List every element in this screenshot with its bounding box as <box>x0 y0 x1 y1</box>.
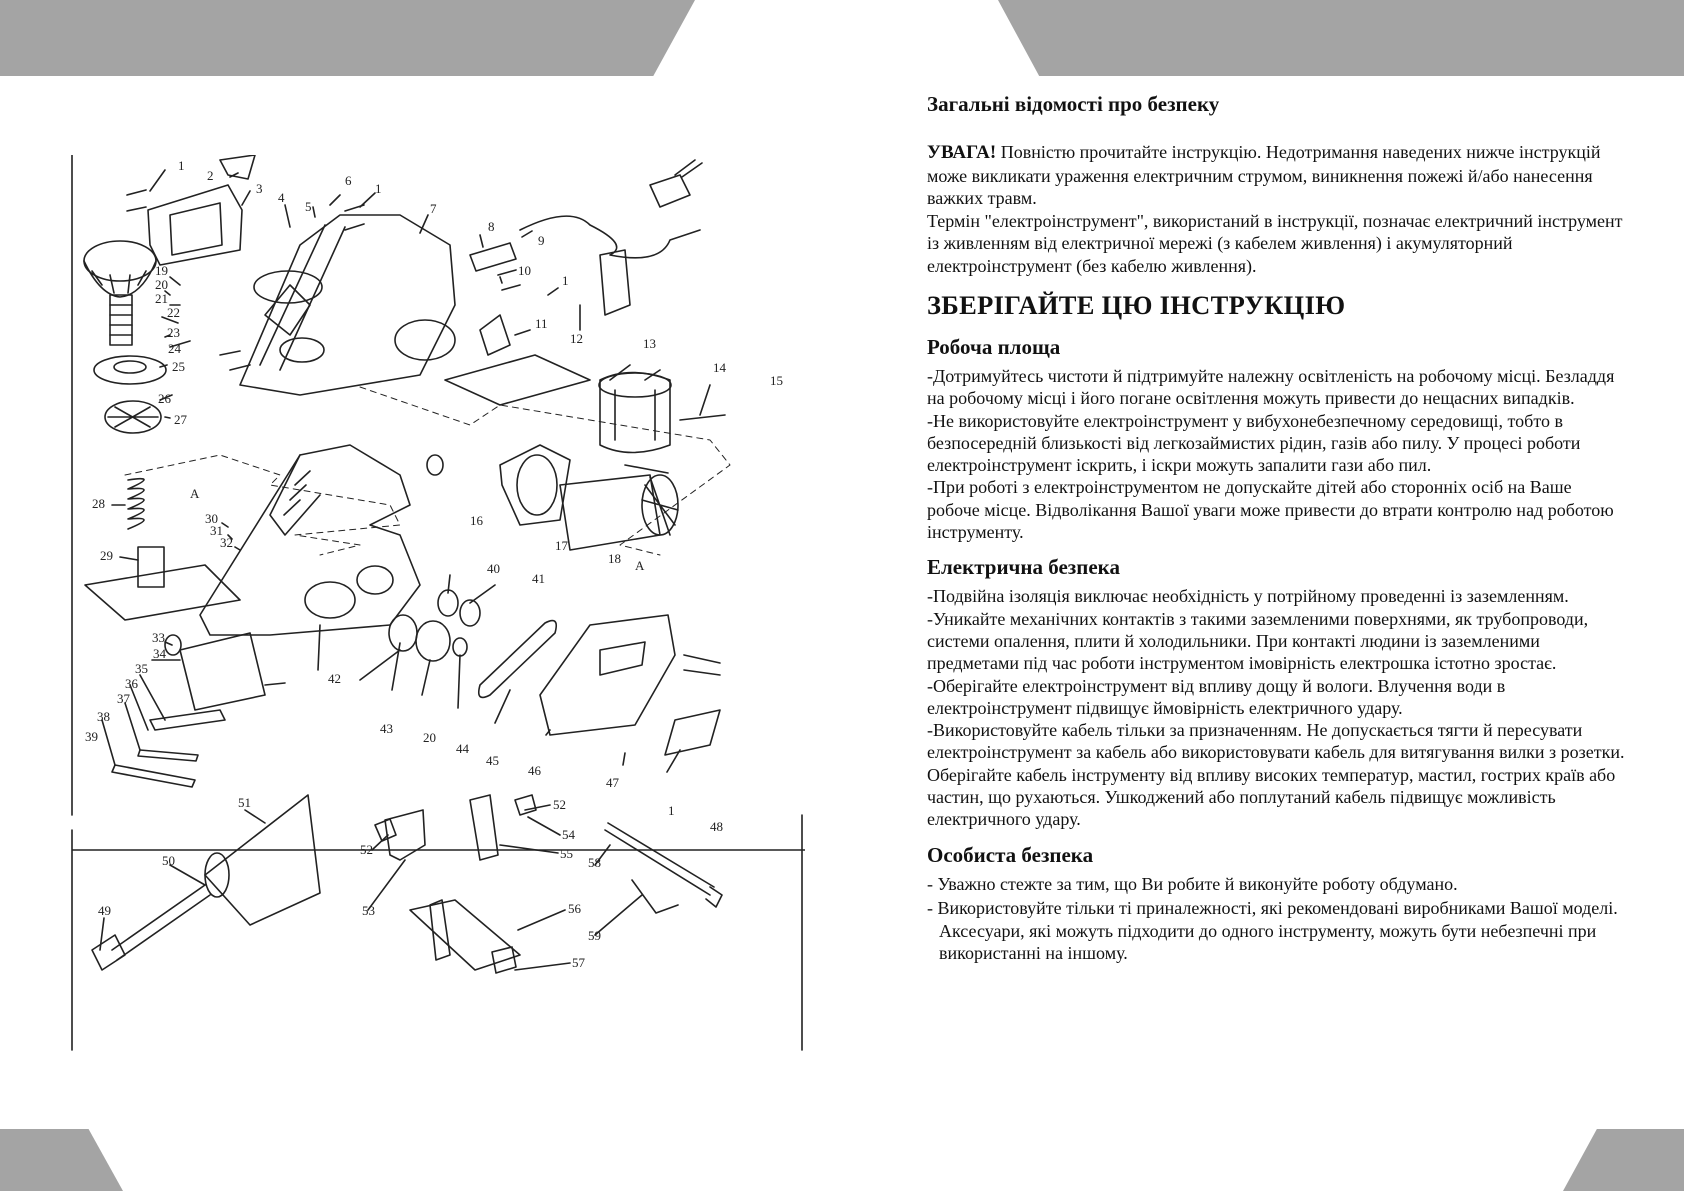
general-safety-heading: Загальні відомості про безпеку <box>927 92 1220 116</box>
callout-label: 16 <box>470 513 483 528</box>
header-band-left <box>0 0 695 76</box>
work-area-section <box>927 335 1627 543</box>
callout-label: 17 <box>555 538 568 553</box>
callout-label: 51 <box>238 795 251 810</box>
callout-label: 1 <box>562 273 569 288</box>
gear-shape <box>460 600 480 626</box>
callout-label: 34 <box>153 646 166 661</box>
bearing-shape <box>438 590 458 616</box>
personal-safety-section <box>927 843 1627 965</box>
safety-text-page <box>927 92 1627 977</box>
extension-pipe-shape <box>112 885 210 960</box>
callout-label: 22 <box>167 305 180 320</box>
callout-label: 8 <box>488 219 495 234</box>
stator-shape <box>600 373 670 453</box>
work-area-body: -Дотримуйтесь чистоти й підтримуйте належну освітленість на робочому місці. Безладдя на робочому місці і його погане освітлення можуть привести до нещасних випадків. -Не використовуйте електроінструмент у вибухонебезпечному середовищі, тобто в безпосередній близькості від легкозаймистих рідин, газів або пилу. У процесі роботи електроінструмент іскрить, і іскри можуть запалити гази або пил. -При роботі з електроінструментом не допускайте дітей або сторонніх осіб на Ваше робоче місце. Відволікання Вашої уваги може привести до втрати контролю над роботою інструменту. <box>927 366 1615 543</box>
callout-label: 39 <box>85 729 98 744</box>
callout-label: 21 <box>155 291 168 306</box>
switch-shape <box>600 250 630 315</box>
electrical-safety-body: -Подвійна ізоляція виключає необхідність у потрійному проведенні із заземленням. -Уникайте механічних контактів з такими заземленими поверхнями, як трубопроводи, системи опалення, плити й холодильники. При контакті людини із заземленими предметами під час роботи інструментом імовірність електрошка істотно зростає. -Оберігайте електроінструмент від впливу дощу й вологи. Влучення води в електроінструмент підвищує ймовірність електричного удару. -Використовуйте кабель тільки за призначенням. Не допускається тягти й пересувати електроінструмент за кабель або використовувати кабель для витягування вилки з розетки. Оберігайте кабель інструменту від впливу високих температур, мастил, гострих країв або частин, що рухаються. Ушкоджений або поплутаний кабель підвищує можливість електричного удару. <box>927 586 1625 830</box>
callout-label: 1 <box>668 803 675 818</box>
callout-label: 43 <box>380 721 393 736</box>
callout-label: 44 <box>456 741 469 756</box>
work-area-heading: Робоча площа <box>927 335 1061 359</box>
spring-shape <box>128 479 144 529</box>
warning-body: Повністю прочитайте інструкцію. Недотримання наведених нижче інструкцій може викликати ураження електричним струмом, виникнення пожежі й/або нанесення важких травм. <box>927 142 1601 208</box>
callout-label: 55 <box>560 846 573 861</box>
callout-label: 33 <box>152 630 165 645</box>
screw-shape <box>680 415 725 420</box>
brush-holder-shape <box>470 243 516 271</box>
drive-belt-shape <box>479 621 557 698</box>
pulley-shape <box>416 621 450 661</box>
callout-label: 15 <box>770 373 783 388</box>
base-plate-shape <box>85 565 240 620</box>
callout-label: 58 <box>588 855 601 870</box>
callout-label: 57 <box>572 955 585 970</box>
power-cable-shape <box>520 216 700 258</box>
screw-shape <box>625 465 668 473</box>
callout-label: 40 <box>487 561 500 576</box>
cable-clamp-shape <box>480 315 510 355</box>
callout-label: 45 <box>486 753 499 768</box>
header-band-right <box>998 0 1684 76</box>
bearing-shape <box>165 635 181 655</box>
threaded-shaft-shape <box>110 295 132 345</box>
callout-label: 19 <box>155 263 168 278</box>
callout-label: A <box>635 558 645 573</box>
depth-knob-shape <box>84 261 156 297</box>
callout-label: 1 <box>375 181 382 196</box>
wrench-shape <box>605 823 714 895</box>
callout-label: 56 <box>568 901 581 916</box>
callout-label: 26 <box>158 391 171 406</box>
personal-safety-heading: Особиста безпека <box>927 842 1094 867</box>
callout-label: 6 <box>345 173 352 188</box>
callout-label: 4 <box>278 190 285 205</box>
callout-label: 20 <box>155 277 168 292</box>
label-plate-shape <box>665 710 720 755</box>
main-housing-shape <box>240 215 455 395</box>
callout-label: 13 <box>643 336 656 351</box>
callout-label: 1 <box>178 158 185 173</box>
fence-bracket-shape <box>385 810 425 860</box>
bearing-shape <box>427 455 443 475</box>
callout-label: 36 <box>125 676 138 691</box>
callout-label: 27 <box>174 412 187 427</box>
callout-label: 14 <box>713 360 726 375</box>
callout-label: 35 <box>135 661 148 676</box>
callout-label: 5 <box>305 199 312 214</box>
callout-label: 23 <box>167 325 180 340</box>
parallel-fence-shape <box>410 900 520 970</box>
term-definition: Термін "електроінструмент", використаний в інструкції, позначає електричний інструмент із живленням від електричної мережі (з кабелем живлення) і акумуляторний електроінструмент (без кабелю живлення). <box>927 210 1623 276</box>
plug-shape <box>650 160 702 207</box>
planer-body-shape <box>200 445 420 635</box>
callout-label: 2 <box>207 168 214 183</box>
switch-housing-shape <box>148 185 242 265</box>
callout-label: 28 <box>92 496 105 511</box>
callout-label: 7 <box>430 201 437 216</box>
nut-shape <box>453 638 467 656</box>
callout-label: 59 <box>588 928 601 943</box>
callout-label: 11 <box>535 316 548 331</box>
callout-label: 46 <box>528 763 541 778</box>
callout-label: 41 <box>532 571 545 586</box>
callout-label: 9 <box>538 233 545 248</box>
knob-shape <box>515 795 536 815</box>
callout-label: 38 <box>97 709 110 724</box>
callout-label: 25 <box>172 359 185 374</box>
hex-key-shape <box>632 880 678 913</box>
callout-label: 53 <box>362 903 375 918</box>
tube-shape <box>138 547 164 587</box>
personal-safety-item: - Уважно стежте за тим, що Ви робите й виконуйте роботу обдумано. <box>927 873 1458 894</box>
dust-bag-shape <box>205 795 320 925</box>
callout-label: 49 <box>98 903 111 918</box>
callout-label: 10 <box>518 263 531 278</box>
keep-instructions-heading: ЗБЕРІГАЙТЕ ЦЮ ІНСТРУКЦІЮ <box>927 290 1346 320</box>
callout-label: 31 <box>210 523 223 538</box>
callout-label: 29 <box>100 548 113 563</box>
callout-labels <box>85 158 783 970</box>
electrical-safety-heading: Електрична безпека <box>927 555 1120 580</box>
belt-cover-shape <box>540 615 675 735</box>
cutter-drum-shape <box>180 633 265 710</box>
callout-label: 18 <box>608 551 621 566</box>
assembly-guide-line <box>125 455 400 555</box>
blade-shape <box>112 765 195 787</box>
warning-paragraph <box>927 141 1627 210</box>
blade-shape <box>138 750 198 761</box>
callout-label: 48 <box>710 819 723 834</box>
personal-safety-item: - Використовуйте тільки ті приналежності, які рекомендовані виробниками Вашої моделі. Аксесуари, які можуть підходити до одного інструменту, можуть бути небезпечні при використанні на іншому. <box>927 898 1618 964</box>
callout-label: 52 <box>553 797 566 812</box>
footer-band-right <box>1563 1129 1684 1191</box>
callout-label: 12 <box>570 331 583 346</box>
plate-shape <box>445 355 590 405</box>
exploded-parts-diagram <box>70 155 805 1055</box>
warning-label: УВАГА! <box>927 142 997 163</box>
callout-label: 37 <box>117 691 130 706</box>
callout-label: 20 <box>423 730 436 745</box>
callout-label: 24 <box>168 341 181 356</box>
callout-label: 52 <box>360 842 373 857</box>
footer-band-left <box>0 1129 123 1191</box>
label-plate-shape <box>220 155 255 179</box>
assembly-guide-line <box>360 387 730 555</box>
pulley-shape <box>389 615 417 651</box>
callout-label: A <box>190 486 200 501</box>
callout-label: 3 <box>256 181 263 196</box>
nozzle-shape <box>92 935 125 970</box>
callout-label: 54 <box>562 827 575 842</box>
electrical-safety-section <box>927 555 1627 830</box>
callout-label: 50 <box>162 853 175 868</box>
callout-label: 42 <box>328 671 341 686</box>
callout-label: 47 <box>606 775 619 790</box>
callout-label: 32 <box>220 535 233 550</box>
callout-label: 30 <box>205 511 218 526</box>
